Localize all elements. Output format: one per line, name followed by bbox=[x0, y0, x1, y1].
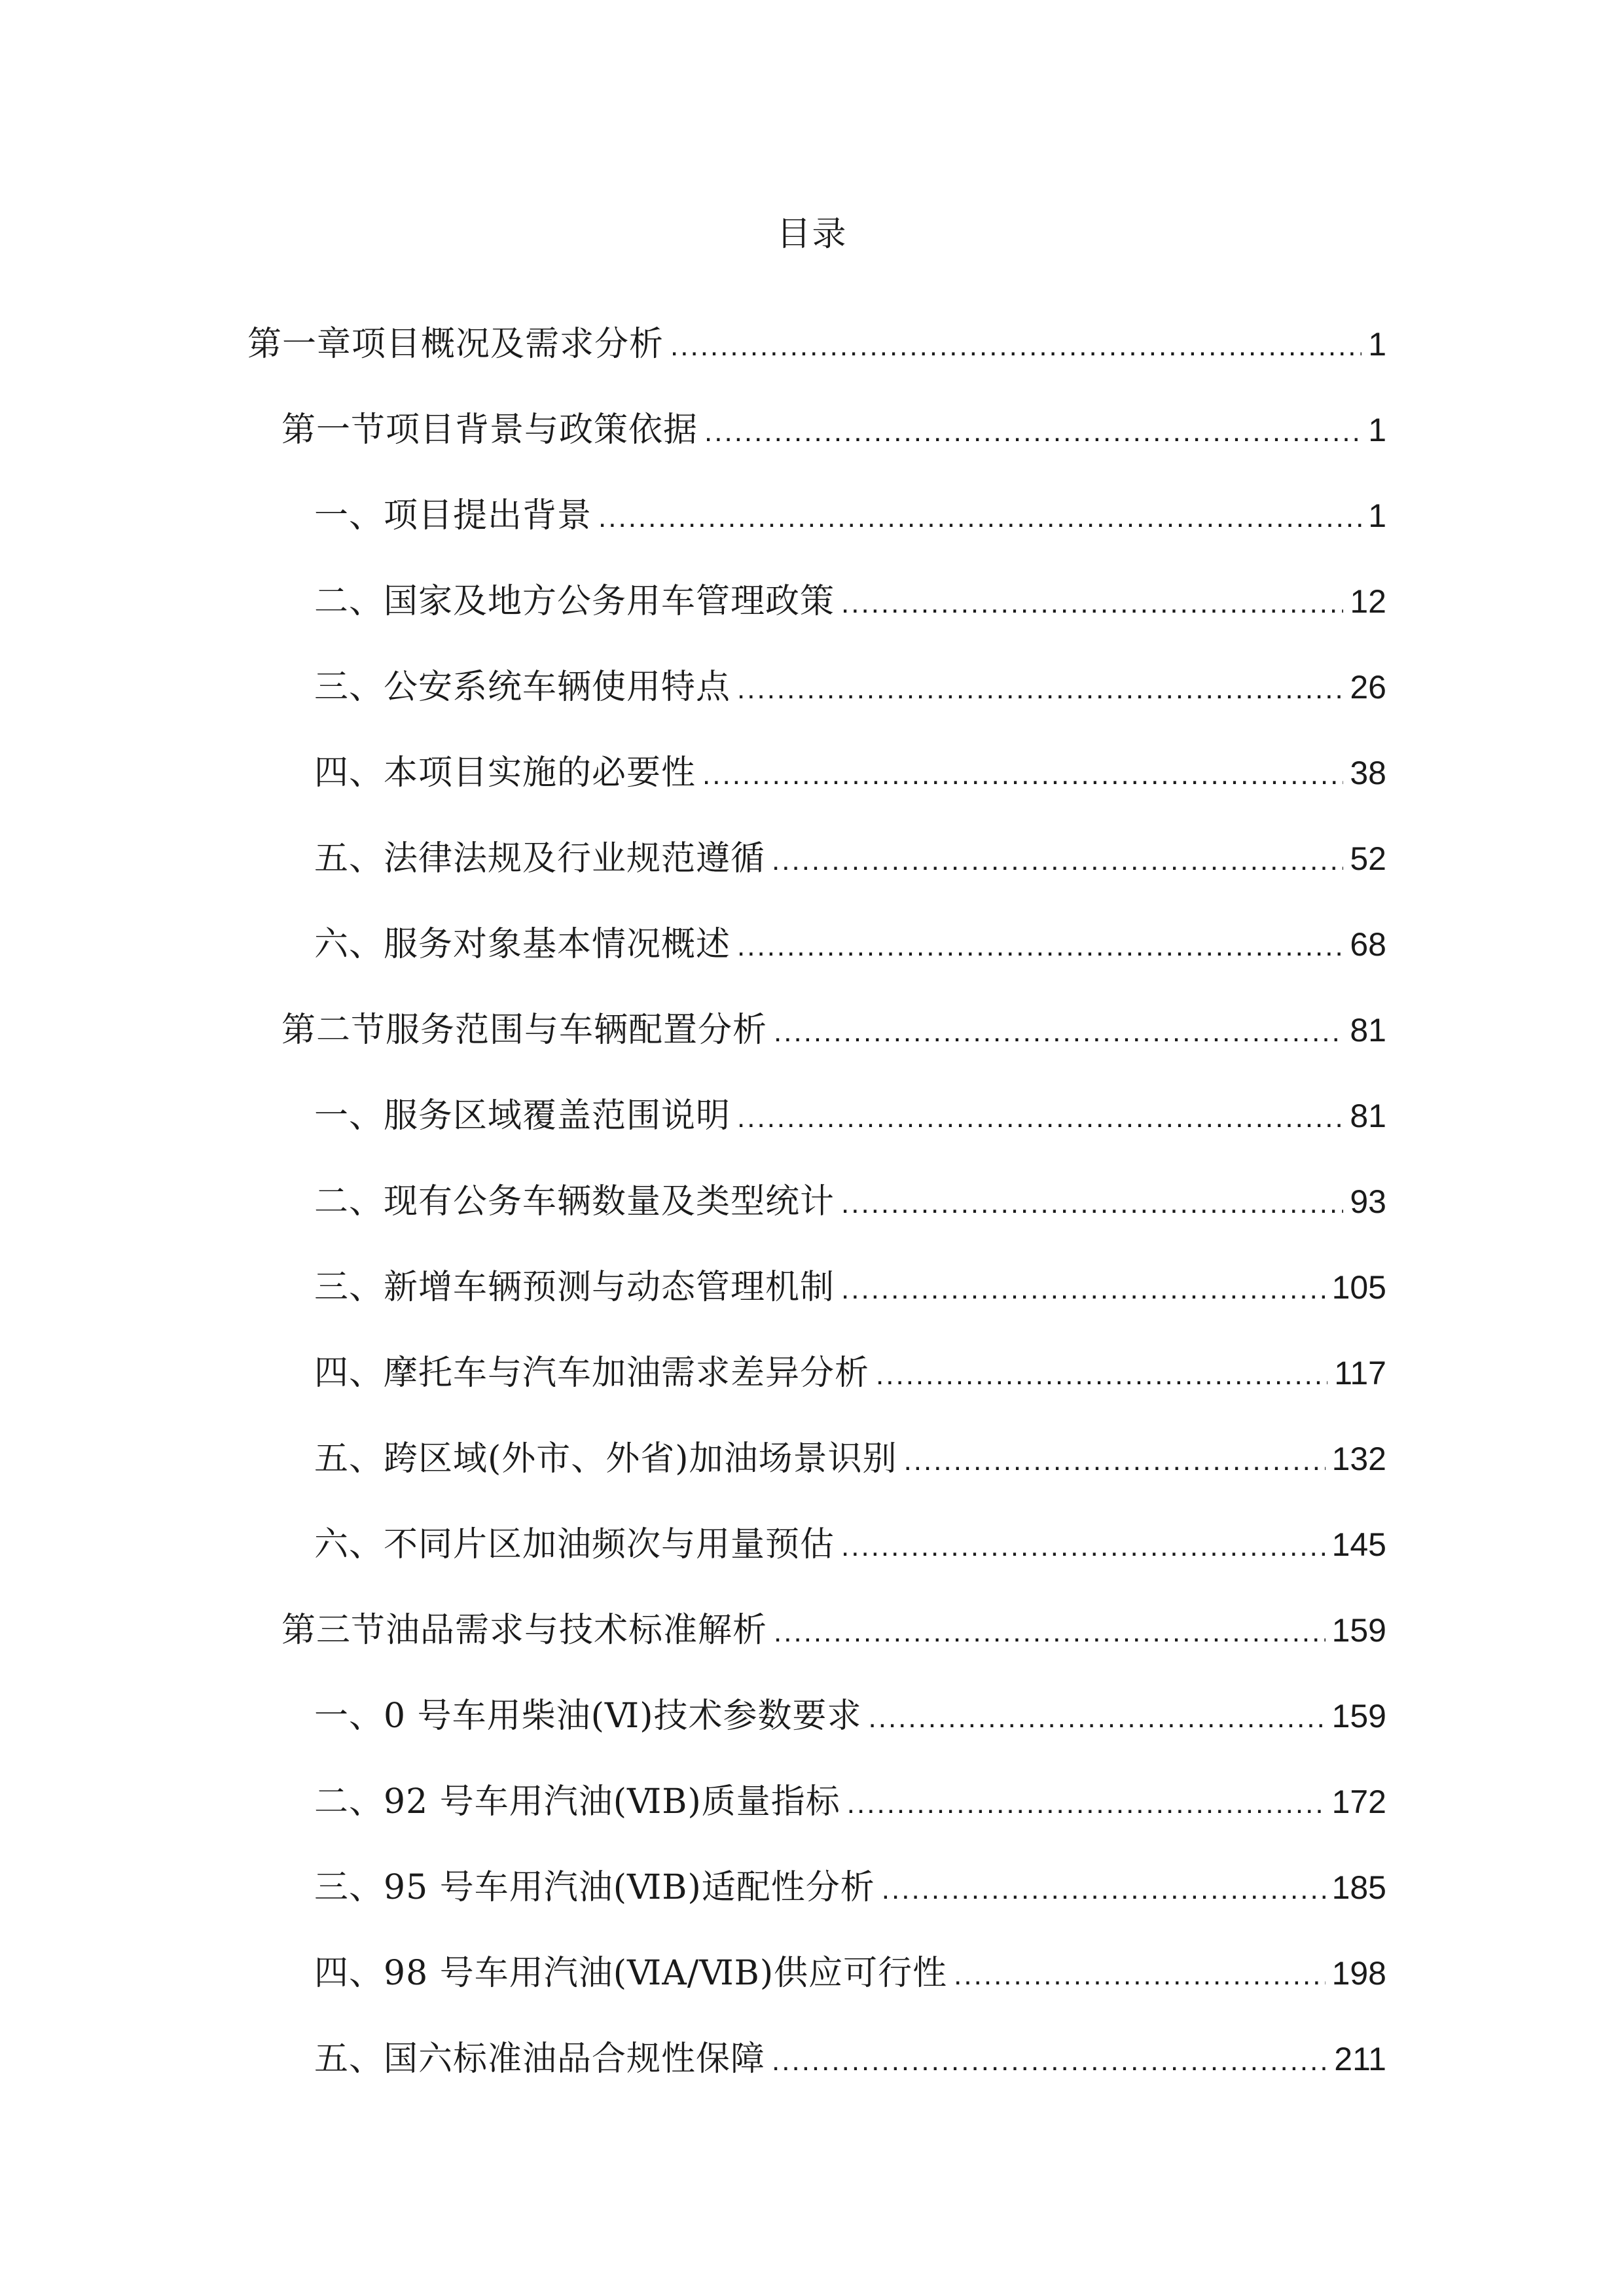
toc-entry-text: 三、公安系统车辆使用特点 bbox=[314, 668, 731, 707]
toc-entry[interactable] bbox=[0, 1069, 1624, 1155]
toc-entry-text: 二、现有公务车辆数量及类型统计 bbox=[314, 1182, 835, 1221]
toc-entry-text: 六、不同片区加油频次与用量预估 bbox=[314, 1525, 835, 1564]
toc-entry[interactable] bbox=[0, 1498, 1624, 1584]
toc-page-number: 68 bbox=[1350, 926, 1386, 963]
toc-page-number: 117 bbox=[1334, 1355, 1386, 1391]
toc-page-number: 1 bbox=[1368, 497, 1386, 534]
dot-leader bbox=[737, 1102, 1343, 1134]
toc-page-number: 132 bbox=[1331, 1441, 1386, 1477]
dot-leader bbox=[774, 1016, 1343, 1049]
toc-entry-text: 五、国六标准油品合规性保障 bbox=[314, 2039, 766, 2079]
toc-entry-text: 二、国家及地方公务用车管理政策 bbox=[314, 582, 835, 621]
dot-leader bbox=[847, 1787, 1326, 1820]
toc-entry[interactable] bbox=[0, 1841, 1624, 1927]
toc-page-number: 81 bbox=[1350, 1098, 1386, 1134]
toc-page-number: 172 bbox=[1331, 1784, 1386, 1820]
toc-entry[interactable] bbox=[0, 1155, 1624, 1241]
toc-page-number: 159 bbox=[1331, 1612, 1386, 1649]
toc-entry[interactable] bbox=[0, 1927, 1624, 2013]
dot-leader bbox=[882, 1873, 1326, 1906]
dot-leader bbox=[737, 930, 1343, 963]
toc-title: 目录 bbox=[776, 215, 848, 254]
dot-leader bbox=[904, 1444, 1326, 1477]
dot-leader bbox=[670, 330, 1362, 363]
toc-entry[interactable] bbox=[0, 984, 1624, 1069]
toc-entry[interactable] bbox=[0, 1241, 1624, 1327]
toc-entry-text: 六、服务对象基本情况概述 bbox=[314, 925, 731, 964]
toc-page-number: 145 bbox=[1331, 1526, 1386, 1563]
toc-page-number: 185 bbox=[1331, 1869, 1386, 1906]
toc-page-number: 38 bbox=[1350, 755, 1386, 791]
dot-leader bbox=[737, 673, 1343, 706]
toc-entry[interactable] bbox=[0, 898, 1624, 984]
toc-page-number: 211 bbox=[1334, 2041, 1386, 2077]
toc-entry[interactable] bbox=[0, 1670, 1624, 1755]
dot-leader bbox=[841, 1273, 1326, 1306]
toc-entry-text: 第一节项目背景与政策依据 bbox=[281, 410, 698, 450]
dot-leader bbox=[841, 1187, 1343, 1220]
dot-leader bbox=[841, 587, 1343, 620]
toc-page-number: 198 bbox=[1331, 1955, 1386, 1992]
toc-entry[interactable] bbox=[0, 641, 1624, 726]
toc-page-number: 105 bbox=[1331, 1269, 1386, 1306]
toc-entry[interactable] bbox=[0, 1584, 1624, 1670]
toc-entry-text: 一、服务区域覆盖范围说明 bbox=[314, 1096, 731, 1136]
dot-leader bbox=[598, 501, 1362, 534]
toc-entry[interactable] bbox=[0, 2013, 1624, 2098]
dot-leader bbox=[876, 1359, 1327, 1391]
toc-entry-text: 五、跨区域(外市、外省)加油场景识别 bbox=[314, 1439, 897, 1479]
toc-entry-text: 五、法律法规及行业规范遵循 bbox=[314, 839, 766, 878]
dot-leader bbox=[772, 844, 1343, 877]
toc-entry[interactable] bbox=[0, 1327, 1624, 1412]
toc-entry-text: 二、92 号车用汽油(ⅥB)质量指标 bbox=[314, 1782, 840, 1821]
toc-page-number: 81 bbox=[1350, 1012, 1386, 1049]
toc-entry-text: 三、95 号车用汽油(ⅥB)适配性分析 bbox=[314, 1868, 875, 1907]
toc-page-number: 93 bbox=[1350, 1183, 1386, 1220]
toc-entry-text: 第一章项目概况及需求分析 bbox=[247, 325, 664, 364]
toc-entry[interactable] bbox=[0, 812, 1624, 898]
dot-leader bbox=[841, 1530, 1326, 1563]
dot-leader bbox=[954, 1959, 1325, 1992]
dot-leader bbox=[702, 759, 1343, 791]
dot-leader bbox=[869, 1702, 1326, 1734]
toc-entry-text: 三、新增车辆预测与动态管理机制 bbox=[314, 1268, 835, 1307]
toc-entry[interactable] bbox=[0, 1412, 1624, 1498]
toc-page-number: 1 bbox=[1368, 326, 1386, 363]
dot-leader bbox=[772, 2045, 1327, 2077]
toc-entry-text: 一、项目提出背景 bbox=[314, 496, 592, 535]
toc-entry-text: 四、98 号车用汽油(ⅥA/ⅥB)供应可行性 bbox=[314, 1954, 948, 1993]
toc-entry-text: 第三节油品需求与技术标准解析 bbox=[281, 1611, 768, 1650]
toc-entry[interactable] bbox=[0, 1755, 1624, 1841]
toc-entry-text: 第二节服务范围与车辆配置分析 bbox=[281, 1011, 768, 1050]
toc-entry[interactable] bbox=[0, 469, 1624, 555]
dot-leader bbox=[774, 1616, 1326, 1649]
toc-list bbox=[0, 298, 1624, 2098]
toc-entry-text: 四、摩托车与汽车加油需求差异分析 bbox=[314, 1354, 870, 1393]
toc-page-number: 26 bbox=[1350, 669, 1386, 706]
toc-page-number: 1 bbox=[1368, 412, 1386, 448]
toc-entry[interactable] bbox=[0, 726, 1624, 812]
toc-entry-text: 四、本项目实施的必要性 bbox=[314, 753, 696, 793]
toc-entry[interactable] bbox=[0, 384, 1624, 469]
toc-entry-text: 一、0 号车用柴油(Ⅵ)技术参数要求 bbox=[314, 1696, 862, 1736]
toc-page-number: 12 bbox=[1350, 583, 1386, 620]
dot-leader bbox=[704, 416, 1362, 448]
toc-entry[interactable] bbox=[0, 555, 1624, 641]
toc-entry[interactable] bbox=[0, 298, 1624, 384]
toc-page-number: 52 bbox=[1350, 840, 1386, 877]
toc-page-number: 159 bbox=[1331, 1698, 1386, 1734]
